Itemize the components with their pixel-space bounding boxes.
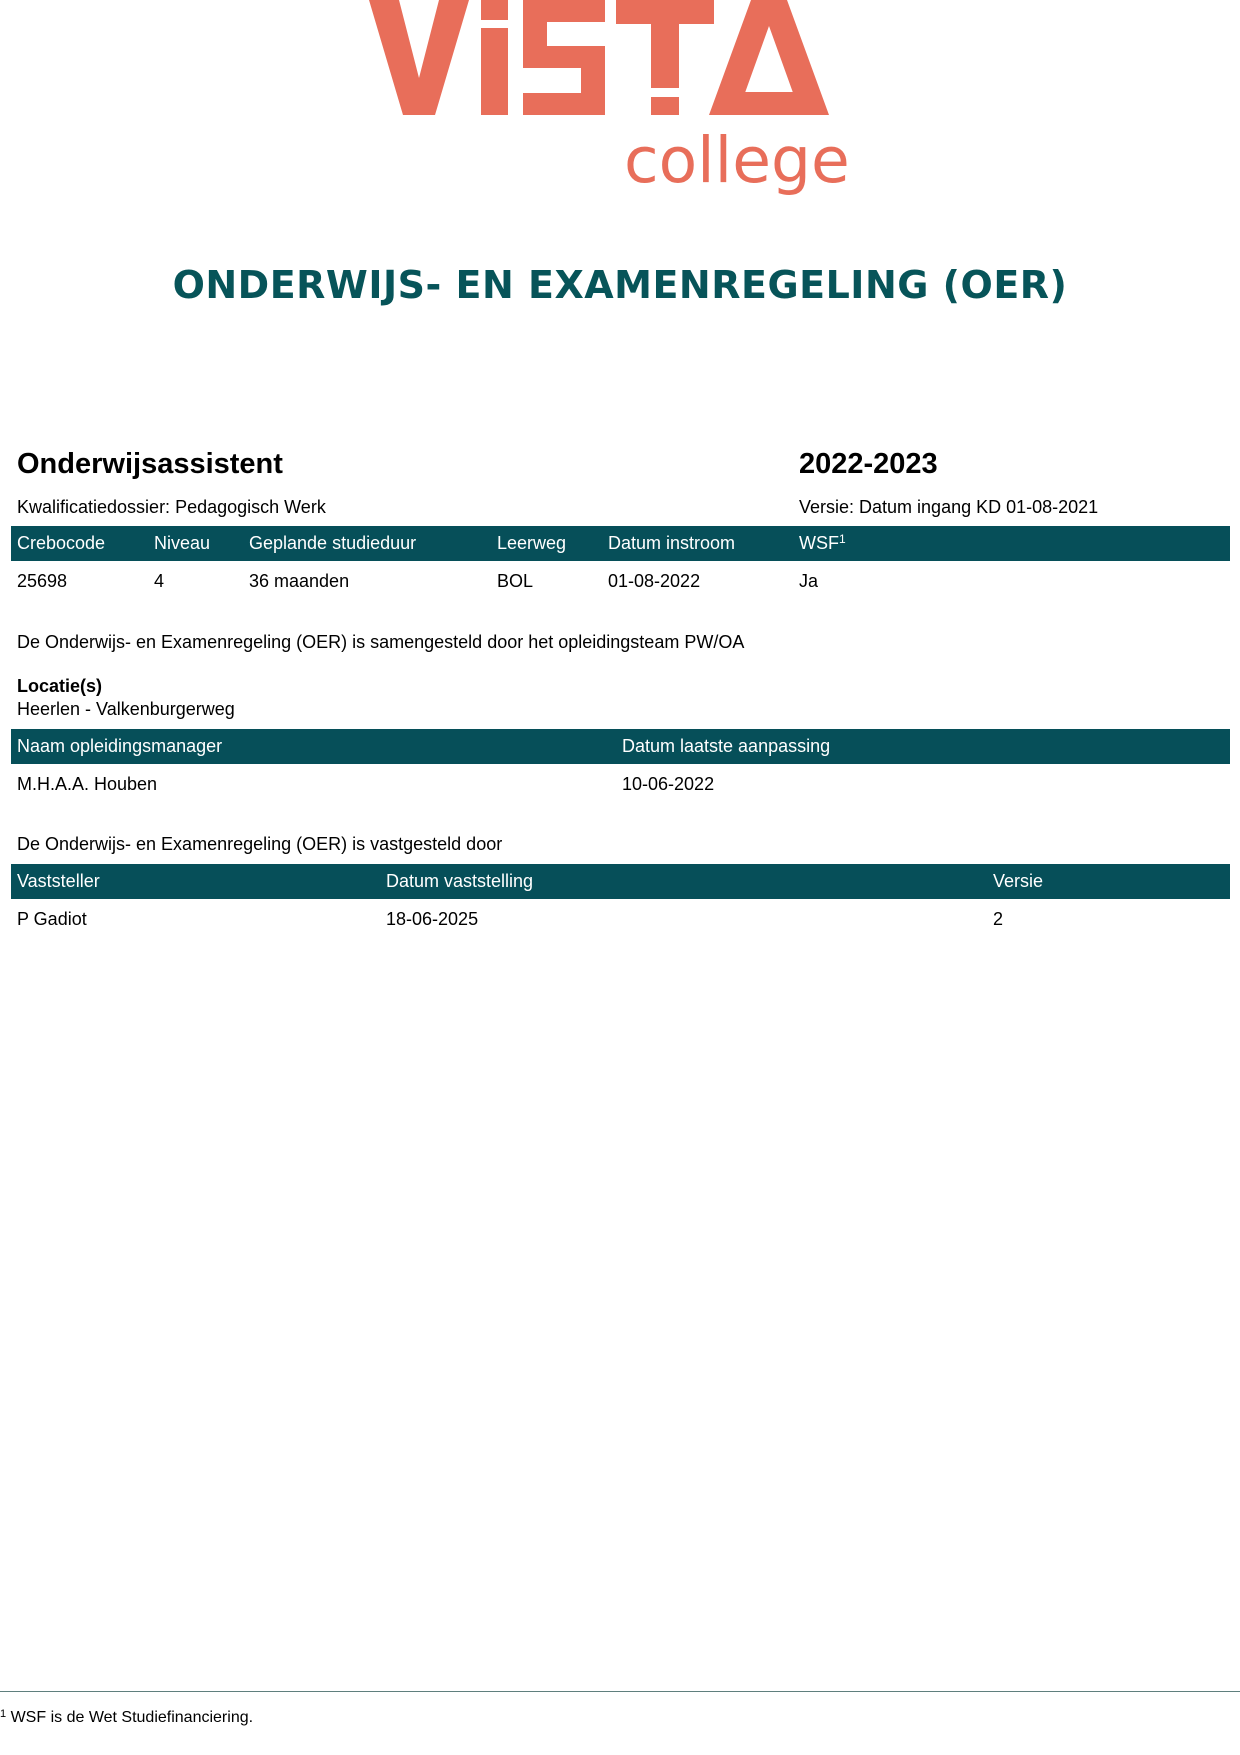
logo-letter-i-stem [481,28,508,115]
header-vaststeller: Vaststeller [17,871,100,891]
logo-letter-t-stem [651,0,679,88]
manager-table-header [11,729,1230,764]
document-title: ONDERWIJS- EN EXAMENREGELING (OER) [172,263,1068,307]
established-by-text: De Onderwijs- en Examenregeling (OER) is vastgesteld door [17,834,503,854]
header-crebocode: Crebocode [17,533,106,553]
header-niveau: Niveau [154,533,211,553]
logo-letter-s [523,0,605,115]
footnote-text: WSF is de Wet Studiefinanciering. [10,1709,254,1726]
approval-table-header [11,864,1230,899]
header-studieduur: Geplande studieduur [249,533,417,553]
footnote-marker: 1 [0,1708,7,1720]
composed-by-text: De Onderwijs- en Examenregeling (OER) is samengesteld door het opleidingsteam PW/OA [17,632,745,652]
logo-letter-t-gap [651,97,679,115]
logo-subtitle: college [624,124,850,197]
cell-last-change: 10-06-2022 [622,774,715,794]
cell-instroom: 01-08-2022 [608,571,701,591]
logo-letter-a-bar [729,92,811,115]
cell-vaststeller: P Gadiot [17,909,87,929]
kwalificatiedossier-label: Kwalificatiedossier: Pedagogisch Werk [17,497,326,517]
logo-letter-v [369,0,469,115]
location-value: Heerlen - Valkenburgerweg [17,699,235,719]
cell-wsf: Ja [799,571,819,591]
cell-crebocode: 25698 [17,571,68,591]
version-label: Versie: Datum ingang KD 01-08-2021 [799,497,1099,517]
header-versie: Versie [993,871,1044,891]
header-wsf-label: WSF [799,533,839,553]
cell-leerweg: BOL [497,571,534,591]
cell-manager-name: M.H.A.A. Houben [17,774,158,794]
header-datum-vaststelling: Datum vaststelling [386,871,534,891]
cell-datum-vaststelling: 18-06-2025 [386,909,479,929]
details-table-header [11,526,1230,561]
header-manager-name: Naam opleidingsmanager [17,736,223,756]
header-wsf [799,534,846,552]
header-instroom: Datum instroom [608,533,736,553]
header-last-change: Datum laatste aanpassing [622,736,831,756]
footnote-divider [0,1691,1240,1692]
cell-studieduur: 36 maanden [249,571,350,591]
cell-niveau: 4 [154,571,165,591]
footnote-reference: 1 [839,532,846,546]
logo-letter-i-dot [481,0,508,20]
cell-versie: 2 [993,909,1004,929]
academic-year: 2022-2023 [799,448,938,480]
location-label: Locatie(s) [17,676,103,696]
programme-name: Onderwijsassistent [17,448,283,480]
header-leerweg: Leerweg [497,533,567,553]
vista-college-logo [369,0,874,205]
footnote [0,1710,253,1726]
